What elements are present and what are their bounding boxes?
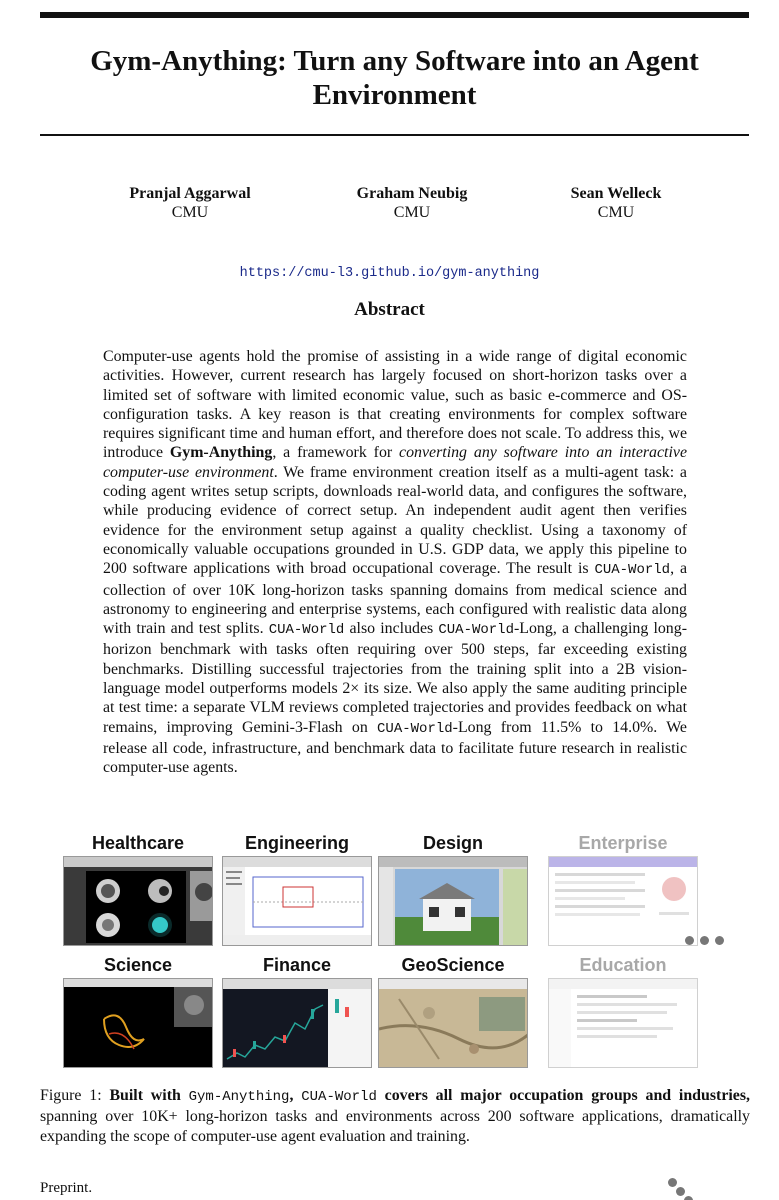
caption-run: Built with bbox=[109, 1087, 189, 1104]
abstract-run: Gym-Anything bbox=[169, 444, 273, 462]
footer-note: Preprint. bbox=[40, 1180, 93, 1196]
panel-label: Healthcare bbox=[91, 833, 185, 853]
enterprise-app-screenshot-icon bbox=[548, 856, 698, 946]
dot bbox=[684, 1196, 693, 1200]
author-name: Pranjal Aggarwal bbox=[129, 185, 251, 202]
abstract-run: converting any software into an interactive computer-use environment bbox=[103, 444, 687, 481]
dot bbox=[676, 1187, 685, 1196]
caption-run: , bbox=[289, 1087, 302, 1104]
abstract-run: . We frame environment creation itself as a multi-agent task: a coding agent writes setup scripts, downloads real-world data, and configures the software, while producing evidence of correct setup. An independent audit agent then verifies evidence for the environment setup against a quality checklist. Using a taxonomy of economically valuable occupations grounded in U.S. GDP data, we apply this pipeline to 200 software applications with broad occupational coverage. The result is bbox=[103, 463, 687, 578]
cad-screenshot-icon bbox=[222, 856, 372, 946]
top-rule bbox=[40, 12, 749, 18]
panel-label: Education bbox=[579, 955, 667, 975]
abstract-run: , a framework for bbox=[272, 444, 400, 462]
caption-run: covers all major occupation groups and industries, bbox=[376, 1087, 751, 1104]
author-affiliation: CMU bbox=[597, 204, 635, 221]
more-dots bbox=[685, 936, 724, 945]
abstract-run: CUA-World bbox=[594, 562, 671, 579]
abstract-run: -Long from 11.5% to 14.0%. We release all code, infrastructure, and benchmark data to facilitate future research in realistic computer-use agents. bbox=[103, 718, 687, 777]
abstract-run: also includes bbox=[344, 620, 439, 638]
abstract-run: -Long, a challenging long-horizon benchmark with tasks often requiring over 500 steps, far exceeding existing benchmarks. Distilling successful trajectories from the training split into a 2B vision-language model outperforms models 2× its size. We also apply the same auditing principle at test time: a separate VLM reviews completed trajectories and provides feedback on what remains, improving Gemini-3-Flash on bbox=[103, 620, 687, 736]
medical-imaging-screenshot-icon bbox=[63, 856, 213, 946]
abstract-run: CUA-World bbox=[268, 622, 345, 639]
panel-geoscience bbox=[378, 952, 528, 1068]
abstract-heading: Abstract bbox=[354, 299, 425, 320]
panel-education bbox=[548, 952, 698, 1068]
author-affiliation: CMU bbox=[393, 204, 431, 221]
trading-chart-screenshot-icon bbox=[222, 978, 372, 1068]
paper-title: Gym-Anything: Turn any Software into an Agent Environment bbox=[90, 45, 699, 111]
abstract-run: Computer-use agents hold the promise of assisting in a wide range of digital economic activities. However, current research has largely focused on short-horizon tasks over a limited set of software with limited economic value, such as basic e-commerce and OS-configuration tasks. A key reason is that creating environments for complex software requires significant time and human effort, and therefore does not scale. To address this, we introduce bbox=[103, 348, 687, 462]
figure-1 bbox=[60, 830, 720, 1075]
abstract-run: CUA-World bbox=[377, 720, 453, 737]
3d-house-design-screenshot-icon bbox=[378, 856, 528, 946]
panel-enterprise bbox=[548, 830, 698, 946]
panel-healthcare bbox=[63, 830, 213, 946]
panel-label: Science bbox=[103, 955, 173, 975]
caption-run: Figure 1: bbox=[40, 1087, 110, 1104]
abstract-text bbox=[103, 347, 687, 778]
project-url-link[interactable]: https://cmu-l3.github.io/gym-anything bbox=[239, 266, 540, 281]
figure-caption bbox=[40, 1086, 750, 1146]
panel-label: GeoScience bbox=[401, 955, 505, 975]
abstract-run: CUA-World bbox=[438, 622, 514, 639]
panel-finance bbox=[222, 952, 372, 1068]
panel-label: Finance bbox=[262, 955, 332, 975]
author-name: Sean Welleck bbox=[570, 185, 662, 202]
abstract-run: , a collection of over 10K long-horizon tasks spanning domains from medical science and astronomy to engineering and enterprise systems, each configured with realistic data along with train and test splits. bbox=[103, 560, 687, 638]
panel-science bbox=[63, 952, 213, 1068]
dot bbox=[700, 936, 709, 945]
panel-engineering bbox=[222, 830, 372, 946]
dot bbox=[715, 936, 724, 945]
author-name: Graham Neubig bbox=[356, 185, 468, 202]
panel-label: Design bbox=[422, 833, 483, 853]
panel-design bbox=[378, 830, 528, 946]
caption-run: CUA-World bbox=[301, 1089, 377, 1105]
author-2 bbox=[302, 184, 522, 222]
dot bbox=[685, 936, 694, 945]
molecule-viewer-screenshot-icon bbox=[63, 978, 213, 1068]
education-app-screenshot-icon bbox=[548, 978, 698, 1068]
caption-run: Gym-Anything bbox=[188, 1089, 290, 1105]
author-3 bbox=[506, 184, 726, 222]
panel-label: Enterprise bbox=[578, 833, 668, 853]
dot bbox=[668, 1178, 677, 1187]
caption-run: spanning over 10K+ long-horizon tasks and environments across 200 software applications, dramatically expanding the scope of computer-use agent evaluation and training. bbox=[40, 1108, 750, 1145]
panel-label: Engineering bbox=[244, 833, 349, 853]
satellite-map-screenshot-icon bbox=[378, 978, 528, 1068]
title-rule bbox=[40, 134, 749, 136]
author-affiliation: CMU bbox=[171, 204, 209, 221]
author-1 bbox=[80, 184, 300, 222]
